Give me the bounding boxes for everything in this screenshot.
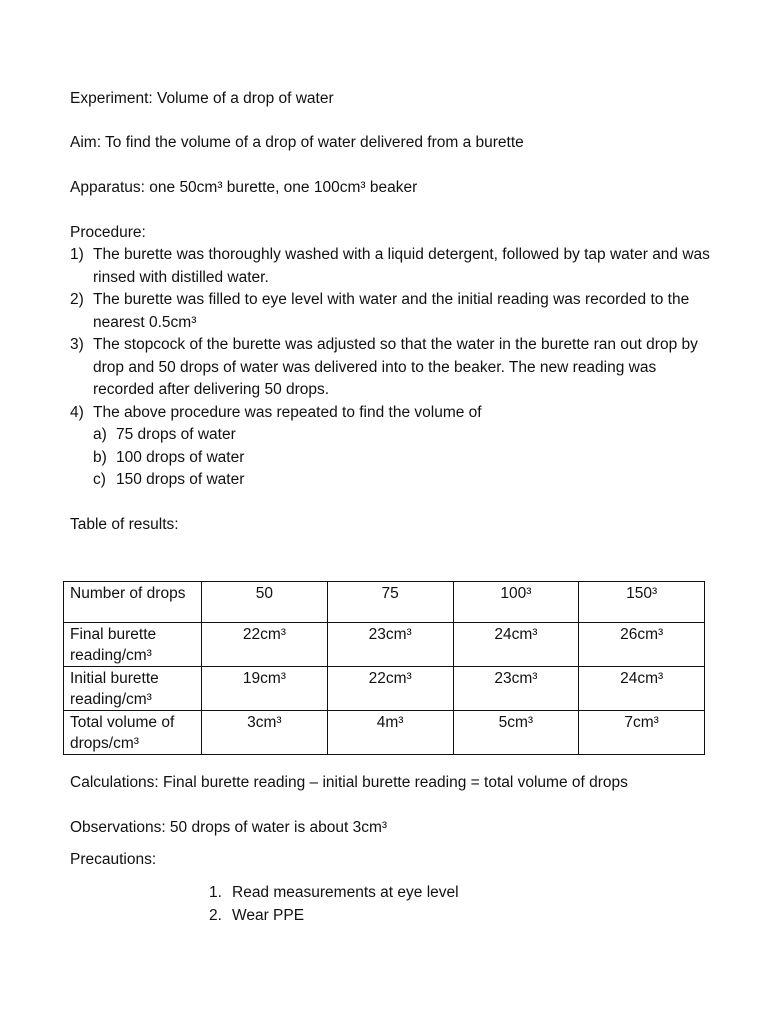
- precaution-number: 2.: [209, 906, 222, 924]
- table-cell: 24cm³: [579, 667, 705, 711]
- procedure-step: [70, 334, 710, 402]
- step-number: 2): [70, 291, 84, 308]
- table-cell: 100³: [453, 582, 579, 623]
- procedure-substep: [93, 447, 710, 470]
- precautions-heading: Precautions:: [70, 851, 157, 868]
- step-text: The burette was thoroughly washed with a liquid detergent, followed by tap water and was rinsed with distilled water.: [93, 246, 710, 286]
- table-cell: 23cm³: [453, 667, 579, 711]
- procedure-step: [70, 402, 710, 425]
- table-row: [64, 711, 705, 755]
- table-row: [64, 582, 705, 623]
- procedure-step: [70, 289, 710, 334]
- table-heading: Table of results:: [70, 516, 179, 533]
- table-cell: 22cm³: [327, 667, 453, 711]
- procedure-step: [70, 244, 710, 289]
- table-cell: 24cm³: [453, 623, 579, 667]
- table-cell: 50: [202, 582, 328, 623]
- experiment-title: Experiment: Volume of a drop of water: [70, 90, 334, 107]
- row-header: Total volume of drops/cm³: [64, 711, 202, 755]
- table-cell: 7cm³: [579, 711, 705, 755]
- procedure-list: [70, 244, 710, 492]
- step-number: 3): [70, 336, 84, 353]
- step-text: The stopcock of the burette was adjusted so that the water in the burette ran out drop by drop and 50 drops of water was delivered into to the beaker. The new reading was recorded after delivering 50 drops.: [93, 336, 698, 398]
- observations-text: Observations: 50 drops of water is about 3cm³: [70, 819, 388, 836]
- table-cell: 26cm³: [579, 623, 705, 667]
- step-number: 4): [70, 403, 84, 421]
- precaution-text: Read measurements at eye level: [232, 884, 459, 901]
- substep-letter: a): [93, 426, 107, 443]
- table-cell: 19cm³: [202, 667, 328, 711]
- table-row: [64, 667, 705, 711]
- step-text: The above procedure was repeated to find the volume of: [93, 403, 482, 421]
- precaution-item: [209, 905, 459, 928]
- procedure-heading: Procedure:: [70, 224, 146, 241]
- substep-text: 100 drops of water: [116, 448, 245, 466]
- procedure-substep: [93, 424, 710, 447]
- precaution-text: Wear PPE: [232, 906, 305, 924]
- row-header: Initial burette reading/cm³: [64, 667, 202, 711]
- procedure-substeps: [93, 424, 710, 492]
- table-cell: 23cm³: [327, 623, 453, 667]
- table-cell: 4m³: [327, 711, 453, 755]
- substep-letter: c): [93, 471, 106, 488]
- results-table: [63, 581, 705, 755]
- step-number: 1): [70, 246, 84, 263]
- precautions-list: [209, 882, 459, 927]
- apparatus-text: Apparatus: one 50cm³ burette, one 100cm³ beaker: [70, 179, 418, 196]
- table-cell: 5cm³: [453, 711, 579, 755]
- step-text: The burette was filled to eye level with water and the initial reading was recorded to the nearest 0.5cm³: [93, 291, 690, 331]
- table-cell: 75: [327, 582, 453, 623]
- table-row: [64, 623, 705, 667]
- calculations-text: Calculations: Final burette reading – initial burette reading = total volume of drops: [70, 774, 628, 791]
- aim-text: Aim: To find the volume of a drop of water delivered from a burette: [70, 134, 524, 151]
- table-cell: 22cm³: [202, 623, 328, 667]
- procedure-substep: [93, 469, 710, 492]
- precaution-number: 1.: [209, 884, 222, 901]
- row-header: Number of drops: [64, 582, 202, 623]
- table-cell: 3cm³: [202, 711, 328, 755]
- precaution-item: [209, 882, 459, 905]
- substep-text: 75 drops of water: [116, 426, 236, 443]
- table-cell: 150³: [579, 582, 705, 623]
- row-header: Final burette reading/cm³: [64, 623, 202, 667]
- substep-text: 150 drops of water: [116, 471, 245, 488]
- substep-letter: b): [93, 448, 107, 466]
